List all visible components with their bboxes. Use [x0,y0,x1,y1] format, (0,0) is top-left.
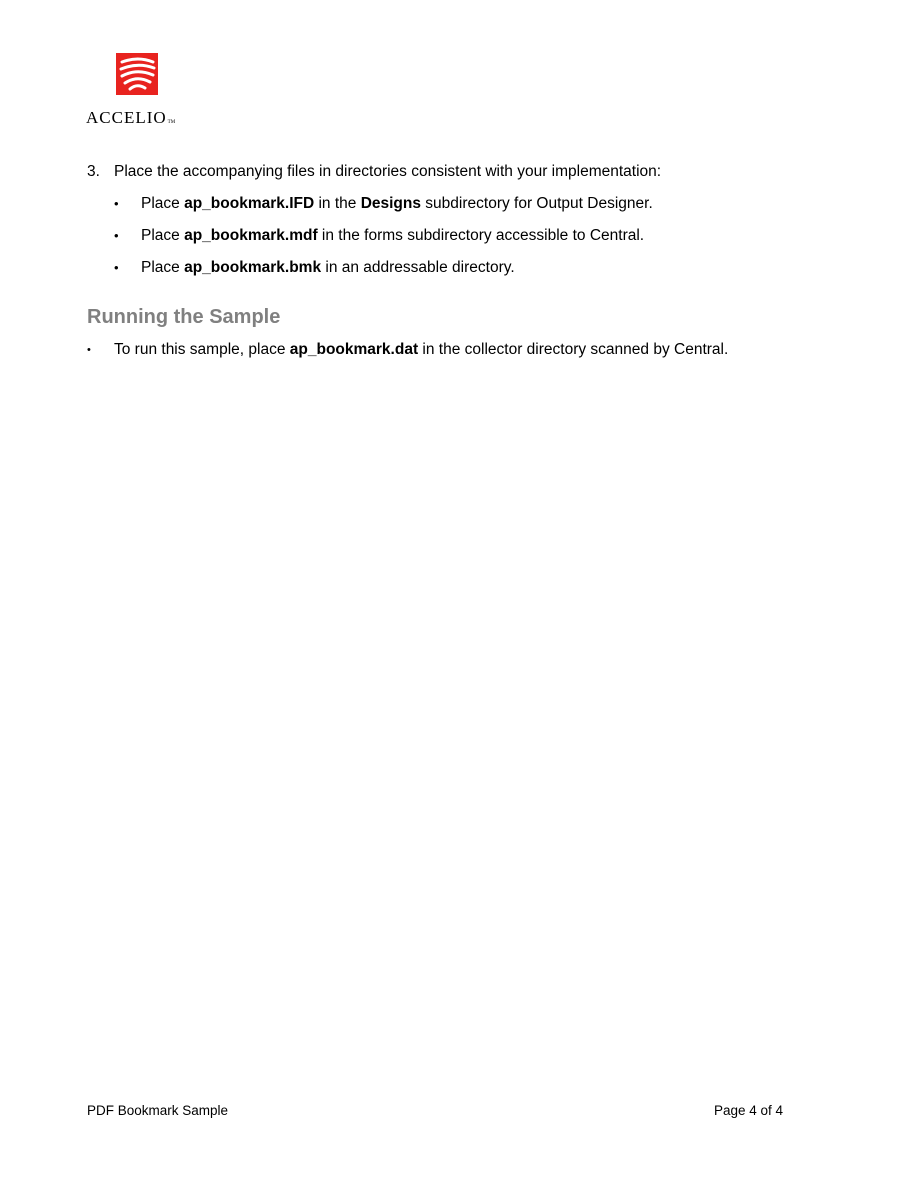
bullet-marker: • [114,196,119,211]
bullet-marker: • [114,260,119,275]
list-item: Place ap_bookmark.bmk in an addressable directory. [141,259,515,276]
list-item: Place ap_bookmark.IFD in the Designs subdirectory for Output Designer. [141,195,653,212]
bullet-marker: • [114,228,119,243]
list-item: Place ap_bookmark.mdf in the forms subdirectory accessible to Central. [141,227,645,244]
footer-title: PDF Bookmark Sample [87,1103,229,1118]
step-number: 3. [87,163,100,180]
section-heading: Running the Sample [87,306,281,328]
accelio-logo [86,53,206,128]
accelio-logo-icon [116,53,158,95]
bullet-marker: • [87,344,91,356]
logo-wordmark: ACCELIOTM [86,108,176,127]
step-text: Place the accompanying files in directories consistent with your implementation: [114,163,662,180]
list-item: To run this sample, place ap_bookmark.dat in the collector directory scanned by Central. [114,341,729,358]
page-number: Page 4 of 4 [714,1103,784,1118]
